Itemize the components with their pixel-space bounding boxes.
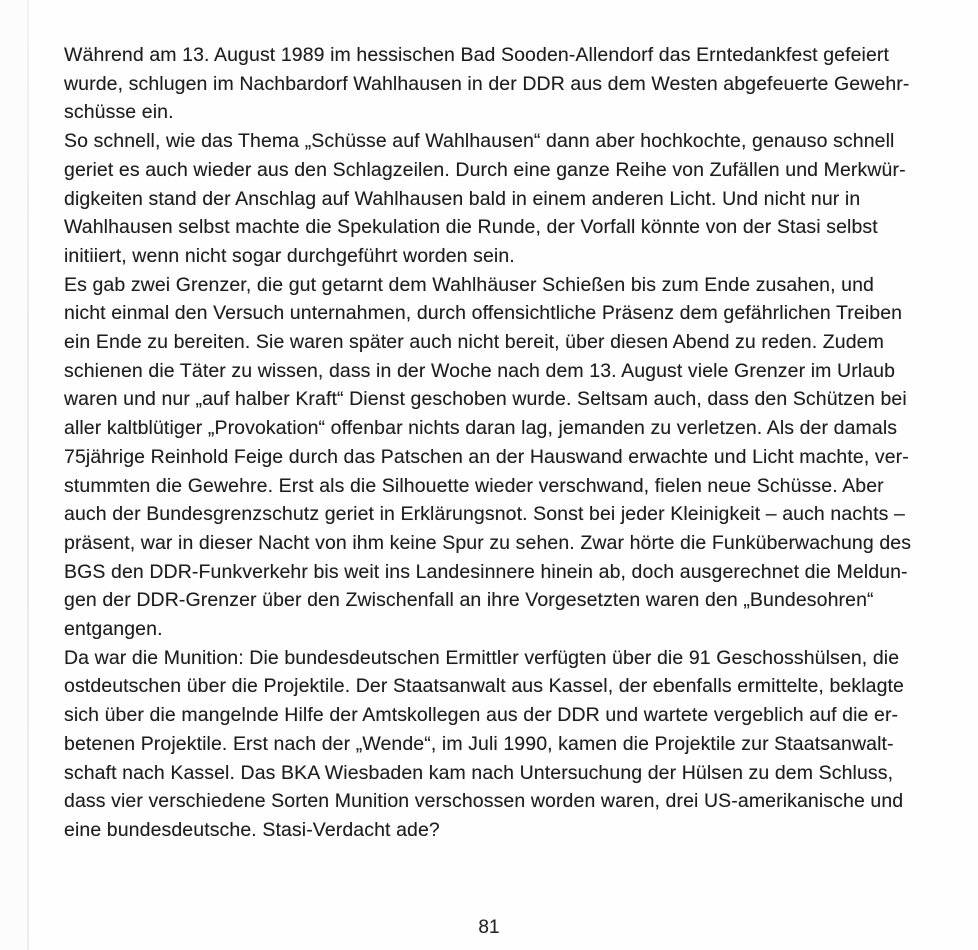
text-line: sich über die mangelnde Hilfe der Amtskollegen aus der DDR und wartete vergeblich auf die er- <box>64 704 899 727</box>
scan-edge-artifact <box>27 0 29 950</box>
text-line: schüsse ein. <box>64 101 174 124</box>
scan-margin-artifact <box>0 0 27 950</box>
text-line: nicht einmal den Versuch unternahmen, durch offensichtliche Präsenz dem gefährlichen Treiben <box>64 302 903 325</box>
page-number: 81 <box>478 917 500 938</box>
text-line: auch der Bundesgrenzschutz geriet in Erklärungsnot. Sonst bei jeder Kleinigkeit – auch nachts – <box>64 503 905 526</box>
text-line: wurde, schlugen im Nachbardorf Wahlhausen in der DDR aus dem Westen abgefeuerte Gewehr- <box>64 72 910 95</box>
text-line: ostdeutschen über die Projektile. Der Staatsanwalt aus Kassel, der ebenfalls ermittelte, beklagte <box>64 675 904 698</box>
text-line: dass vier verschiedene Sorten Munition verschossen worden waren, drei US-amerikanische und <box>64 790 904 813</box>
text-line: Während am 13. August 1989 im hessischen Bad Sooden-Allendorf das Erntedankfest gefeiert <box>64 44 890 66</box>
text-line: betenen Projektile. Erst nach der „Wende“, im Juli 1990, kamen die Projektile zur Staatsanwalt- <box>64 732 894 755</box>
text-line: Da war die Munition: Die bundesdeutschen Ermittler verfügten über die 91 Geschosshülsen, die <box>64 646 900 669</box>
text-line: präsent, war in dieser Nacht von ihm keine Spur zu sehen. Zwar hörte die Funküberwachung des <box>64 531 912 554</box>
text-line: Es gab zwei Grenzer, die gut getarnt dem Wahlhäuser Schießen bis zum Ende zusahen, und <box>64 273 874 296</box>
text-line: digkeiten stand der Anschlag auf Wahlhausen bald in einem anderen Licht. Und nicht nur in <box>64 187 861 210</box>
text-line: geriet es auch wieder aus den Schlagzeilen. Durch eine ganze Reihe von Zufällen und Merkwür- <box>64 158 906 181</box>
text-line: waren und nur „auf halber Kraft“ Dienst geschoben wurde. Seltsam auch, dass den Schützen bei <box>64 388 907 411</box>
text-line: eine bundesdeutsche. Stasi-Verdacht ade? <box>64 818 440 841</box>
text-line: schienen die Täter zu wissen, dass in der Woche nach dem 13. August viele Grenzer im Urlaub <box>64 359 896 382</box>
text-line: Wahlhausen selbst machte die Spekulation die Runde, der Vorfall könnte von der Stasi selbst <box>64 216 878 239</box>
text-line: gen der DDR-Grenzer über den Zwischenfall an ihre Vorgesetzten waren den „Bundesohren“ <box>64 589 874 612</box>
text-line: initiiert, wenn nicht sogar durchgeführt worden sein. <box>64 244 515 267</box>
text-line: stummten die Gewehre. Erst als die Silhouette wieder verschwand, fielen neue Schüsse. Aber <box>64 474 884 497</box>
text-line: schaft nach Kassel. Das BKA Wiesbaden kam nach Untersuchung der Hülsen zu dem Schluss, <box>64 761 894 784</box>
text-line: 75jährige Reinhold Feige durch das Patschen an der Hauswand erwachte und Licht machte, ver- <box>64 445 909 468</box>
text-line: So schnell, wie das Thema „Schüsse auf Wahlhausen“ dann aber hochkochte, genauso schnell <box>64 130 895 153</box>
text-line: ein Ende zu bereiten. Sie waren später auch nicht bereit, über diesen Abend zu reden. Zudem <box>64 331 884 354</box>
text-line: aller kaltblütiger „Provokation“ offenbar nichts daran lag, jemanden zu verletzen. Als der damals <box>64 417 898 440</box>
text-line: BGS den DDR-Funkverkehr bis weit ins Landesinnere hinein ab, doch ausgerechnet die Meldun- <box>64 560 908 583</box>
text-line: entgangen. <box>64 618 163 641</box>
body-text <box>64 41 924 845</box>
